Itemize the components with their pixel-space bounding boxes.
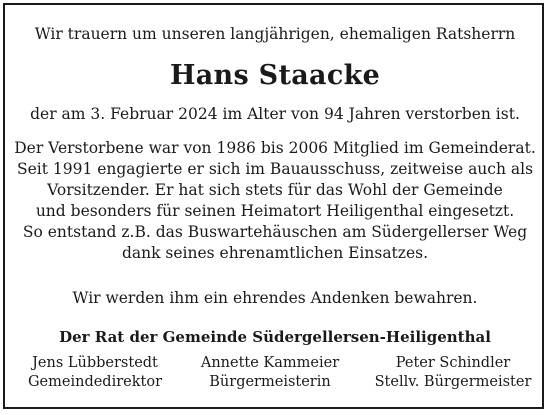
tribute-line: So entstand z.B. das Buswartehäuschen am Südergellerser Weg xyxy=(22,223,528,241)
signatory-name: Peter Schindler xyxy=(395,355,511,371)
closing-line: Wir werden ihm ein ehrendes Andenken bewahren. xyxy=(72,289,478,307)
signatory xyxy=(195,354,345,392)
signatory xyxy=(20,354,170,392)
signatory-role: Stellv. Bürgermeister xyxy=(374,374,532,390)
signatory-role: Gemeindedirektor xyxy=(27,374,163,390)
tribute-line: Vorsitzender. Er hat sich stets für das Wohl der Gemeinde xyxy=(47,181,503,199)
signatory xyxy=(368,354,538,392)
tribute-line: und besonders für seinen Heimatort Heiligenthal eingesetzt. xyxy=(35,202,515,220)
signatory-name: Annette Kammeier xyxy=(200,355,340,371)
deceased-name: Hans Staacke xyxy=(169,60,381,91)
signatory-role: Bürgermeisterin xyxy=(209,374,331,390)
council-name: Der Rat der Gemeinde Südergellersen-Heiligenthal xyxy=(59,328,491,346)
tribute-line: Der Verstorbene war von 1986 bis 2006 Mitglied im Gemeinderat. xyxy=(14,139,536,157)
tribute-text xyxy=(0,138,550,264)
death-date-line: der am 3. Februar 2024 im Alter von 94 Jahren verstorben ist. xyxy=(30,105,520,123)
signatory-name: Jens Lübberstedt xyxy=(32,355,158,371)
intro-line: Wir trauern um unseren langjährigen, ehemaligen Ratsherrn xyxy=(34,25,516,43)
tribute-line: dank seines ehrenamtlichen Einsatzes. xyxy=(121,244,429,262)
tribute-line: Seit 1991 engagierte er sich im Bauausschuss, zeitweise auch als xyxy=(16,160,534,178)
